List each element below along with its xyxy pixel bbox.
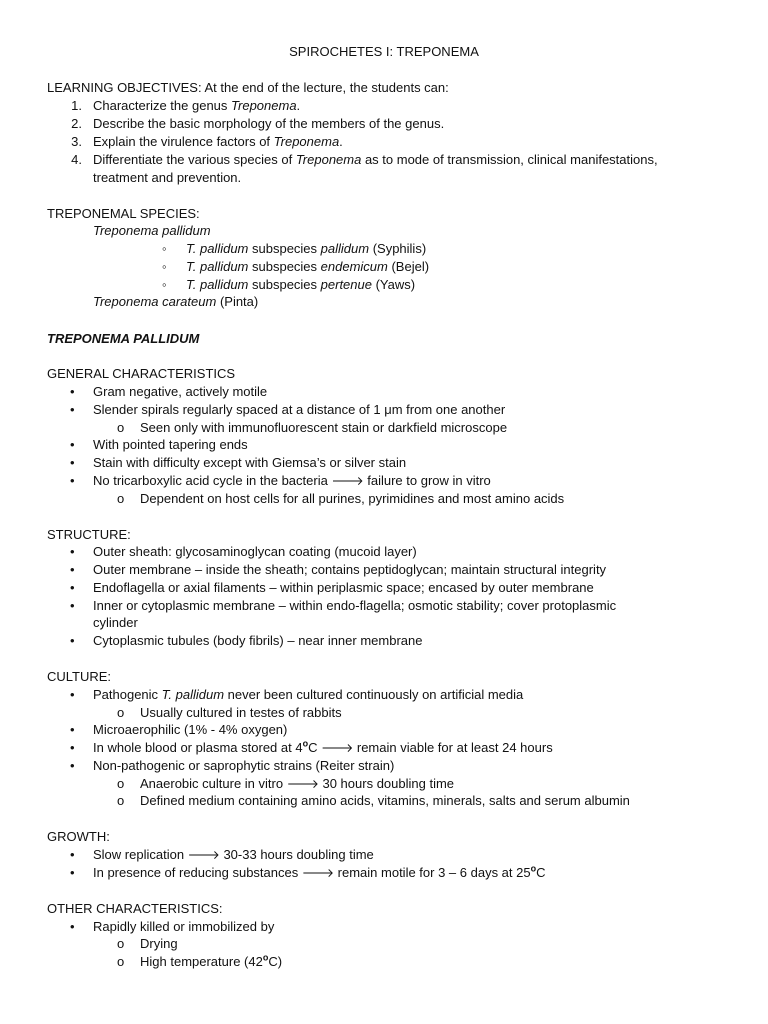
other-heading: OTHER CHARACTERISTICS:: [47, 901, 223, 916]
objective-item-continuation: treatment and prevention.: [93, 170, 242, 185]
growth-heading: GROWTH:: [47, 829, 110, 844]
culture-heading: CULTURE:: [47, 669, 112, 684]
section-title: TREPONEMA PALLIDUM: [47, 331, 200, 346]
structure-heading: STRUCTURE:: [47, 527, 131, 542]
arrow-icon: 🡒: [331, 474, 364, 488]
species-main: Treponema pallidum: [93, 223, 211, 238]
structure-bullet-continuation: cylinder: [93, 615, 138, 630]
general-heading: GENERAL CHARACTERISTICS: [47, 366, 236, 381]
arrow-icon: 🡒: [286, 777, 319, 791]
document-page: SPIROCHETES I: TREPONEMA LEARNING OBJECTIVES: At the end of the lecture, the students can: 1. Characterize the genus Treponema. 2. Describe the basic morphology of the members of the genus. 3. Explain the virulence factors of Treponema. 4. Differentiate the various species of Treponema as to mode of transmission, clinical manifestations, treatment and prevention. TREPONEMAL SPECIES: Treponema pallidum ◦ T. pallidum subspecies pallidum (Syphilis) ◦ T. pallidum subspecies endemicum (Bejel) ◦ T. pallidum subspecies pertenue (Yaws) Treponema carateum (Pinta) TREPONEMA PALLIDUM GENERAL CHARACTERISTICS • Gram negative, actively motile • Slender spirals regularly spaced at a distance of 1 μm from one another o Seen only with immunofluorescent stain or darkfield microscope • With pointed tapering ends • Stain with difficulty except with Giemsa’s or silver stain • No tricarboxylic acid cycle in the bacteria 🡒 failure to grow in vitro o Dependent on host cells for all purines, pyrimidines and most amino acids STRUCTURE: • Outer sheath: glycosaminoglycan coating (mucoid layer) • Outer membrane – inside the sheath; contains peptidoglycan; maintain structural integrity • Endoflagella or axial filaments – within periplasmic space; encased by outer membrane • Inner or cytoplasmic membrane – within endo-flagella; osmotic stability; cover protoplasmic cylinder • Cytoplasmic tubules (body fibrils) – near inner membrane CULTURE: • Pathogenic T. pallidum never been cultured continuously on artificial media o Usually cultured in testes of rabbits • Microaerophilic (1% - 4% oxygen) • In whole blood or plasma stored at 4$^o$C 🡒 remain viable for at least 24 hours • Non-pathogenic or saprophytic strains (Reiter strain) o Anaerobic culture in vitro 🡒 30 hours doubling time o Defined medium containing amino acids, vitamins, minerals, salts and serum albumin GROWTH: • Slow replication 🡒 30-33 hours doubling time • In presence of reducing substances 🡒 remain motile for 3 – 6 days at 25$^o$C OTHER CHARACTERISTICS: • Rapidly killed or immobilized by o Drying o High temperature (42$^o$C): [0, 0, 768, 1024]
objectives-heading: LEARNING OBJECTIVES: At the end of the lecture, the students can:: [47, 80, 449, 95]
document-title: SPIROCHETES I: TREPONEMA: [289, 44, 479, 59]
species-carateum: Treponema carateum (Pinta): [93, 294, 259, 309]
species-heading: TREPONEMAL SPECIES:: [47, 206, 200, 221]
arrow-icon: 🡒: [187, 848, 220, 862]
arrow-icon: 🡒: [301, 866, 335, 880]
arrow-icon: 🡒: [321, 741, 354, 755]
